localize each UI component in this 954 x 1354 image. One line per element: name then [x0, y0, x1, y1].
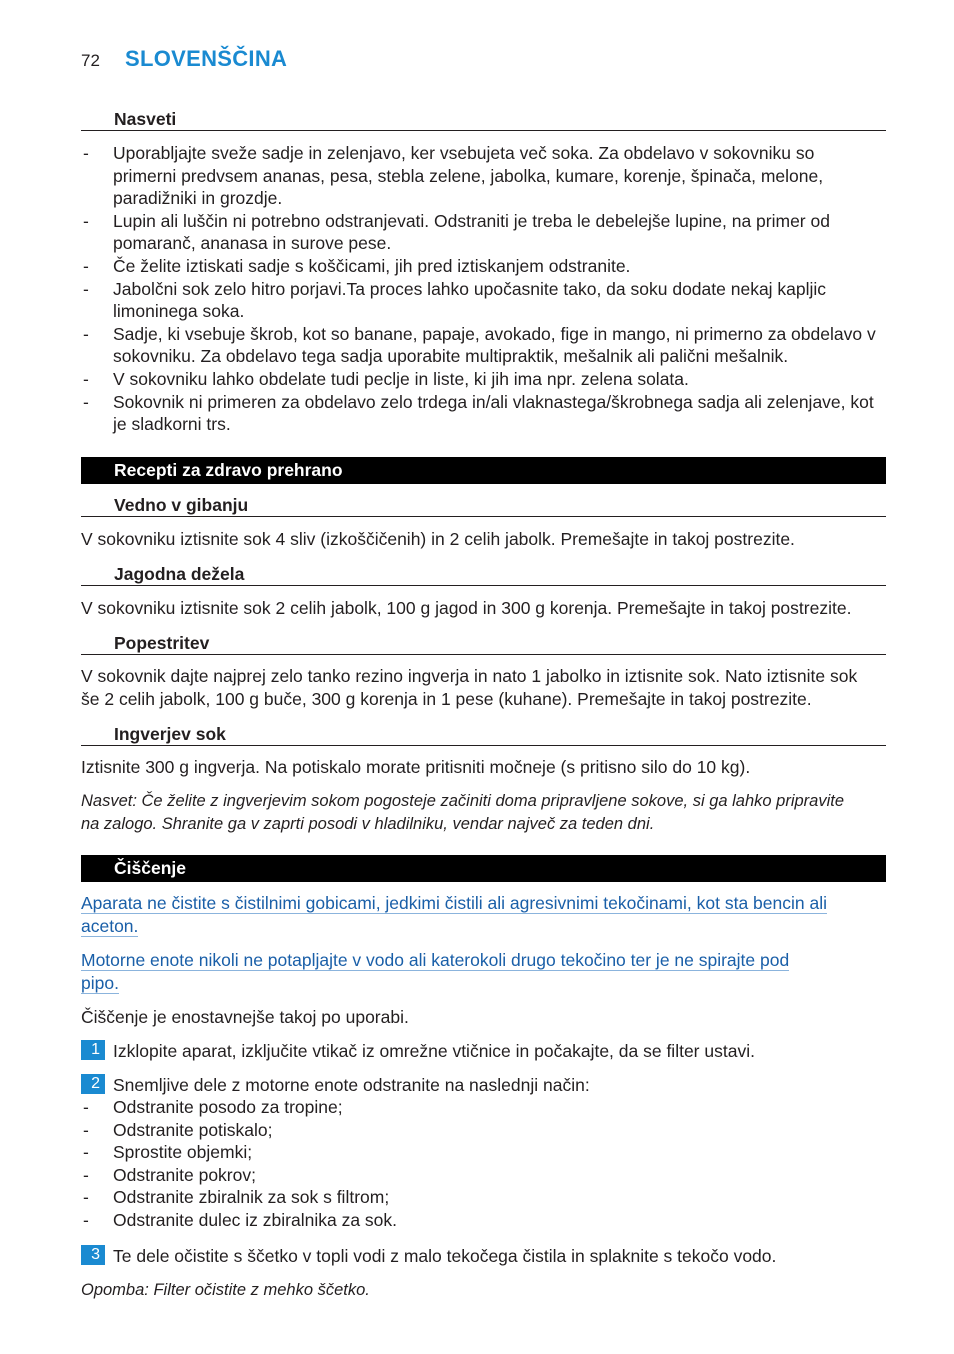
step-number-badge: 3 — [81, 1245, 105, 1265]
list-item: - Odstranite zbiralnik za sok s filtrom; — [83, 1187, 390, 1208]
recipe-text: Iztisnite 300 g ingverja. Na potiskalo morate pritisniti močneje (s pritisno silo do 10 kg). — [81, 757, 751, 777]
section-bar-cleaning: Čiščenje — [81, 855, 886, 882]
recipe-title: Ingverjev sok — [81, 723, 886, 746]
list-item: - Odstranite dulec iz zbiralnika za sok. — [83, 1209, 398, 1230]
list-item: - Jabolčni sok zelo hitro porjavi.Ta proces lahko upočasnite tako, da soku dodate nekaj kapljic limoninega soka. — [83, 278, 827, 322]
note-text: Opomba: Filter očistite z mehko ščetko. — [81, 1281, 370, 1299]
recipe-title: Jagodna dežela — [81, 563, 886, 586]
list-item: - Odstranite pokrov; — [83, 1164, 256, 1185]
tips-heading: Nasveti — [81, 108, 886, 131]
tip-note: Nasvet: Če želite z ingverjevim sokom pogosteje začiniti doma pripravljene sokove, si ga lahko pripravite na zalogo. Shranite ga v zaprti posodi v hladilniku, vendar največ za teden dni. — [81, 792, 845, 833]
step-number-badge: 2 — [81, 1074, 105, 1094]
step-number-badge: 1 — [81, 1040, 105, 1060]
list-item: - Sadje, ki vsebuje škrob, kot so banane, papaje, avokado, fige in mango, ni primerno za obdelavo v sokovniku. Za obdelavo tega sadja uporabite multipraktik, mešalnik ali palični mešalnik. — [83, 323, 876, 367]
section-bar-recipes: Recepti za zdravo prehrano — [81, 457, 886, 484]
step-text: Snemljive dele z motorne enote odstranite na naslednji način: — [113, 1075, 590, 1095]
list-item: - Sokovnik ni primeren za obdelavo zelo trdega in/ali vlaknastega/škrobnega sadja ali zelenjave, kot je sladkorni trs. — [83, 391, 874, 435]
page-header — [81, 46, 287, 76]
list-item: - Odstranite posodo za tropine; — [83, 1097, 343, 1117]
list-item: - Uporabljajte sveže sadje in zelenjavo, ker vsebujeta več soka. Za obdelavo v sokovniku so primerni predvsem ananas, pesa, stebla zelene, jabolka, kumare, korenje, špinača, melone, paradižniki in grozdje. — [83, 143, 824, 209]
step-text: Izklopite aparat, izključite vtikač iz omrežne vtičnice in počakajte, da se filter ustavi. — [113, 1041, 755, 1061]
list-item: - Če želite iztiskati sadje s koščicami, jih pred iztiskanjem odstranite. — [83, 255, 631, 276]
warning-text: Motorne enote nikoli ne potapljajte v vodo ali katerokoli drugo tekočino ter je ne spirajte pod pipo. — [81, 950, 790, 993]
step-text: Te dele očistite s ščetko v topli vodi z malo tekočega čistila in splaknite s tekočo vodo. — [113, 1246, 777, 1266]
recipe-text: V sokovniku iztisnite sok 2 celih jabolk, 100 g jagod in 300 g korenja. Premešajte in takoj postrezite. — [81, 598, 852, 618]
recipe-title: Popestritev — [81, 632, 886, 655]
list-item: - Odstranite potiskalo; — [83, 1119, 273, 1140]
list-item: - V sokovniku lahko obdelate tudi peclje in liste, ki jih ima npr. zelena solata. — [83, 368, 689, 389]
step-1 — [81, 1040, 886, 1062]
recipe-text: V sokovnik dajte najprej zelo tanko rezino ingverja in nato 1 jabolko in iztisnite sok. Nato iztisnite sok še 2 celih jabolk, 100 g buče, 300 g korenja in 1 pese (kuhane). Premešajte in takoj postrezite. — [81, 666, 858, 709]
step-3 — [81, 1245, 886, 1267]
list-item: - Lupin ali luščin ni potrebno odstranjevati. Odstraniti je treba le debelejše lupine, na primer od pomaranč, ananasa in surove pese. — [83, 210, 830, 254]
tips-list — [81, 142, 886, 436]
recipe-title: Vedno v gibanju — [81, 494, 886, 517]
recipe-text: V sokovniku iztisnite sok 4 sliv (izkoščičenih) in 2 celih jabolk. Premešajte in takoj postrezite. — [81, 529, 795, 549]
step-2 — [81, 1074, 886, 1096]
intro-text: Čiščenje je enostavnejše takoj po uporabi. — [81, 1007, 409, 1027]
page-number: 72 — [81, 51, 100, 70]
step2-list — [81, 1096, 886, 1232]
warning-text: Aparata ne čistite s čistilnimi gobicami, jedkimi čistili ali agresivnimi tekočinami, kot sta bencin ali aceton. — [81, 893, 827, 936]
language-title: SLOVENŠČINA — [125, 46, 288, 71]
list-item: - Sprostite objemki; — [83, 1142, 253, 1163]
